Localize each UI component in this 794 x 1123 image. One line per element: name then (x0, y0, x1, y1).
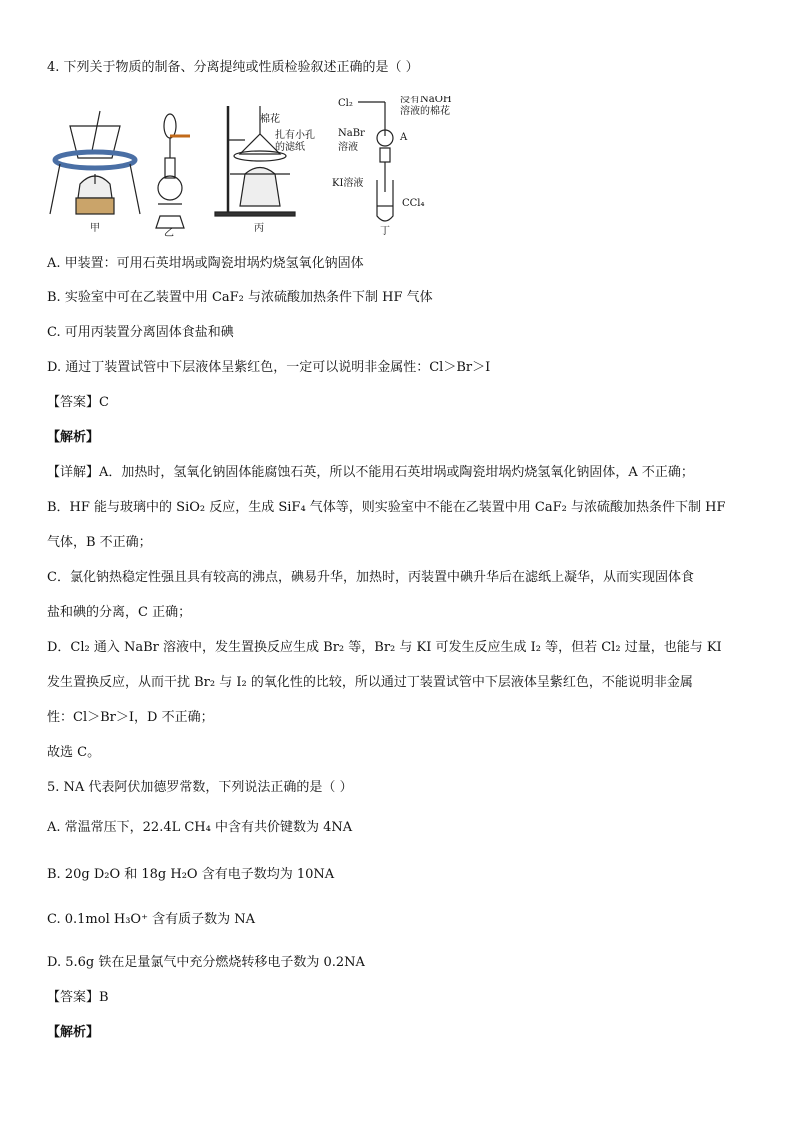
q4-analysis-line-4: C．氯化钠热稳定性强且具有较高的沸点，碘易升华，加热时，丙装置中碘升华后在滤纸上凝华，从而实现固体食 (47, 570, 694, 585)
q4-option-c: C. 可用丙装置分离固体食盐和碘 (47, 325, 234, 340)
ann-a: A (400, 132, 408, 143)
q5-option-c: C. 0.1mol H₃O⁺ 含有质子数为 NA (47, 912, 255, 927)
apparatus-ding (358, 102, 393, 221)
q5-option-a: A. 常温常压下，22.4L CH₄ 中含有共价键数为 4NA (47, 820, 353, 835)
q5-analysis-title: 【解析】 (47, 1025, 100, 1040)
ann-nabr-1: NaBr (338, 128, 365, 139)
ann-ki: KI溶液 (332, 178, 364, 189)
q4-option-d: D. 通过丁装置试管中下层液体呈紫红色，一定可以说明非金属性：Cl＞Br＞I (47, 360, 491, 375)
ann-naoh-2: 溶液的棉花 (400, 106, 450, 117)
q4-analysis-line-6: D．Cl₂ 通入 NaBr 溶液中，发生置换反应生成 Br₂ 等，Br₂ 与 KI 可发生反应生成 I₂ 等，但若 Cl₂ 过量，也能与 KI (47, 640, 722, 655)
q5-answer: 【答案】B (47, 990, 109, 1005)
q4-analysis-line-3: 气体，B 不正确； (47, 535, 152, 550)
ann-naoh-1: 浸有NaOH (400, 96, 452, 105)
label-ding: 丁 (380, 226, 390, 237)
ann-ccl4: CCl₄ (402, 198, 425, 209)
q4-option-b: B. 实验室中可在乙装置中用 CaF₂ 与浓硫酸加热条件下制 HF 气体 (47, 290, 433, 305)
q4-analysis-title: 【解析】 (47, 430, 100, 445)
q4-analysis-line-7: 发生置换反应，从而干扰 Br₂ 与 I₂ 的氧化性的比较，所以通过丁装置试管中下层液体呈紫红色，不能说明非金属 (47, 675, 693, 690)
label-jia: 甲 (90, 223, 100, 234)
ann-cl2: Cl₂ (338, 98, 353, 109)
q4-analysis-line-9: 故选 C。 (47, 745, 101, 760)
q4-analysis-line-8: 性：Cl＞Br＞I，D 不正确； (47, 710, 214, 725)
label-bing: 丙 (254, 223, 264, 234)
apparatus-yi (156, 114, 190, 228)
ann-paper-1: 扎有小孔 (275, 130, 315, 141)
apparatus-jia (50, 111, 140, 214)
q4-analysis-line-5: 盐和碘的分离，C 正确； (47, 605, 192, 620)
q4-answer: 【答案】C (47, 395, 109, 410)
ann-cotton: 棉花 (260, 114, 280, 125)
label-yi: 乙 (164, 228, 174, 238)
q4-analysis-line-1: 【详解】A．加热时，氢氧化钠固体能腐蚀石英，所以不能用石英坩埚或陶瓷坩埚灼烧氢氧化钠固体，A 不正确； (47, 465, 694, 480)
question-4-stem: 4. 下列关于物质的制备、分离提纯或性质检验叙述正确的是（ ） (47, 60, 419, 75)
q5-option-d: D. 5.6g 铁在足量氯气中充分燃烧转移电子数为 0.2NA (47, 955, 365, 970)
q5-option-b: B. 20g D₂O 和 18g H₂O 含有电子数均为 10NA (47, 867, 335, 882)
question-5-stem: 5. NA 代表阿伏加德罗常数，下列说法正确的是（ ） (47, 780, 353, 795)
ann-nabr-2: 溶液 (338, 142, 358, 153)
q4-option-a: A. 甲装置：可用石英坩埚或陶瓷坩埚灼烧氢氧化钠固体 (47, 256, 364, 271)
apparatus-figure (40, 96, 500, 238)
apparatus-bing (215, 106, 295, 216)
ann-paper-2: 的滤纸 (275, 142, 305, 153)
q4-analysis-line-2: B．HF 能与玻璃中的 SiO₂ 反应，生成 SiF₄ 气体等，则实验室中不能在乙装置中用 CaF₂ 与浓硫酸加热条件下制 HF (47, 500, 726, 515)
